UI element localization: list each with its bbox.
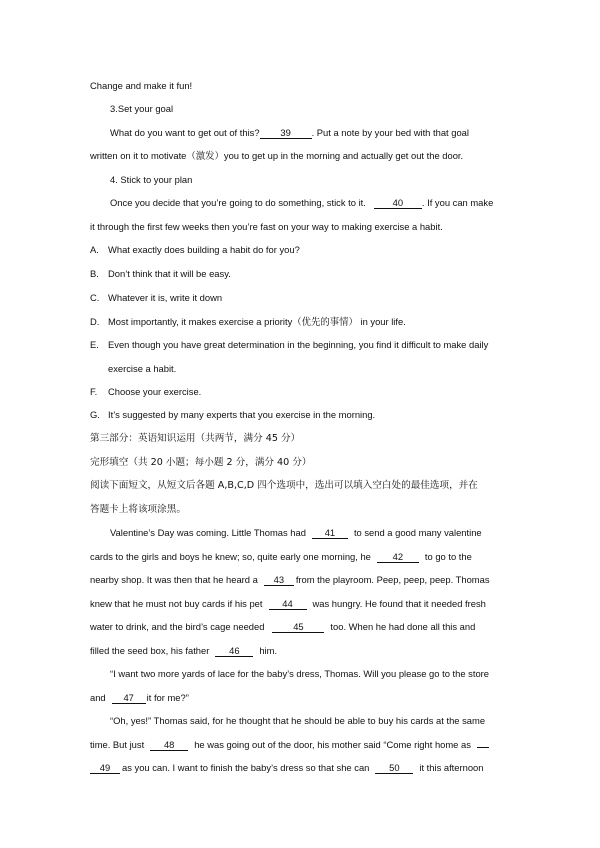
text-fragment: Once you decide that you’re going to do something, stick to it.: [110, 197, 366, 208]
option-a: [90, 244, 512, 256]
story-line: “Oh, yes!” Thomas said, for he thought that he should be able to buy his cards at the same: [110, 715, 486, 726]
option-text: What exactly does building a habit do for you?: [108, 244, 300, 255]
option-letter: E.: [90, 339, 99, 350]
text-fragment: was hungry. He found that it needed fresh: [312, 598, 486, 609]
blank-46: 46: [215, 646, 253, 657]
section-title: 第三部分：英语知识运用（共两节，满分 45 分）: [90, 433, 301, 444]
story-line: [90, 645, 512, 657]
story-line: [90, 621, 512, 633]
text-fragment: he was going out of the door, his mother said “Come right home as: [194, 739, 471, 750]
option-f: [90, 386, 512, 398]
text-fragment: it for me?”: [146, 692, 189, 703]
text-fragment: knew that he must not buy cards if his pet: [90, 598, 263, 609]
heading-stick-to-plan: 4. Stick to your plan: [110, 174, 193, 185]
story-line: “I want two more yards of lace for the baby’s dress, Thomas. Will you please go to the store: [110, 668, 489, 679]
text-fragment: as you can. I want to finish the baby’s dress so that she can: [122, 762, 370, 773]
text-line: it through the first few weeks then you’re fast on your way to making exercise a habit.: [90, 221, 443, 232]
option-e-continued: exercise a habit.: [108, 363, 177, 374]
story-line: [90, 692, 512, 704]
option-text: Whatever it is, write it down: [108, 292, 223, 303]
blank-50: 50: [375, 763, 413, 774]
option-letter: D.: [90, 316, 100, 327]
story-line: [90, 762, 512, 774]
story-line: [110, 527, 512, 539]
text-line: [110, 127, 512, 139]
text-fragment: . Put a note by your bed with that goal: [311, 127, 469, 138]
text-fragment: to go to the: [424, 551, 472, 562]
story-line: [90, 574, 512, 586]
option-e: [90, 339, 512, 351]
section-subtitle: 完形填空（共 20 小题；每小题 2 分，满分 40 分）: [90, 457, 312, 468]
option-g: [90, 409, 512, 421]
blank-44: 44: [269, 599, 307, 610]
text-fragment: him.: [259, 645, 278, 656]
option-text: It’s suggested by many experts that you exercise in the morning.: [108, 409, 376, 420]
option-letter: C.: [90, 292, 100, 303]
blank-40: 40: [374, 198, 422, 209]
text-fragment: Valentine’s Day was coming. Little Thomas had: [110, 527, 306, 538]
blank-39: 39: [260, 128, 312, 139]
blank-42: 42: [377, 552, 419, 563]
blank-43: 43: [264, 575, 294, 586]
option-letter: B.: [90, 268, 99, 279]
option-text: Most importantly, it makes exercise a priority（优先的事情） in your life.: [108, 316, 406, 327]
text-fragment: to send a good many valentine: [353, 527, 482, 538]
instruction-line: 阅读下面短文，从短文后各题 A,B,C,D 四个选项中，选出可以填入空白处的最佳选项，并在: [90, 480, 478, 491]
story-line: [90, 551, 512, 563]
text-fragment: cards to the girls and boys he knew; so, quite early one morning, he: [90, 551, 371, 562]
text-fragment: water to drink, and the bird’s cage needed: [90, 621, 265, 632]
text-fragment: it this afternoon: [419, 762, 484, 773]
text-fragment: . If you can make: [421, 197, 494, 208]
text-fragment: and: [90, 692, 106, 703]
option-b: [90, 268, 512, 280]
option-c: [90, 292, 512, 304]
option-letter: F.: [90, 386, 98, 397]
blank-48: 48: [150, 740, 188, 751]
text-fragment: nearby shop. It was then that he heard a: [90, 574, 258, 585]
text-fragment: filled the seed box, his father: [90, 645, 210, 656]
story-line: [90, 598, 512, 610]
option-letter: A.: [90, 244, 99, 255]
option-text: Don’t think that it will be easy.: [108, 268, 231, 279]
option-text: Choose your exercise.: [108, 386, 202, 397]
text-line: written on it to motivate（激发）you to get up in the morning and actually get out the door.: [90, 150, 464, 161]
text-fragment: What do you want to get out of this?: [110, 127, 260, 138]
blank-49: 49: [90, 763, 120, 774]
text-fragment: too. When he had done all this and: [330, 621, 476, 632]
option-text: Even though you have great determination in the beginning, you find it difficult to make daily: [108, 339, 489, 350]
text-line: Change and make it fun!: [90, 80, 193, 91]
instruction-line: 答题卡上将该项涂黑。: [90, 504, 186, 515]
heading-set-your-goal: 3.Set your goal: [110, 103, 174, 114]
blank-49-start: [477, 747, 489, 748]
option-d: [90, 316, 512, 328]
story-line: [90, 739, 512, 751]
option-letter: G.: [90, 409, 100, 420]
blank-47: 47: [112, 693, 146, 704]
blank-45: 45: [272, 622, 324, 633]
text-fragment: time. But just: [90, 739, 145, 750]
text-fragment: from the playroom. Peep, peep, peep. Thomas: [295, 574, 490, 585]
text-line: [110, 197, 512, 209]
blank-41: 41: [312, 528, 348, 539]
